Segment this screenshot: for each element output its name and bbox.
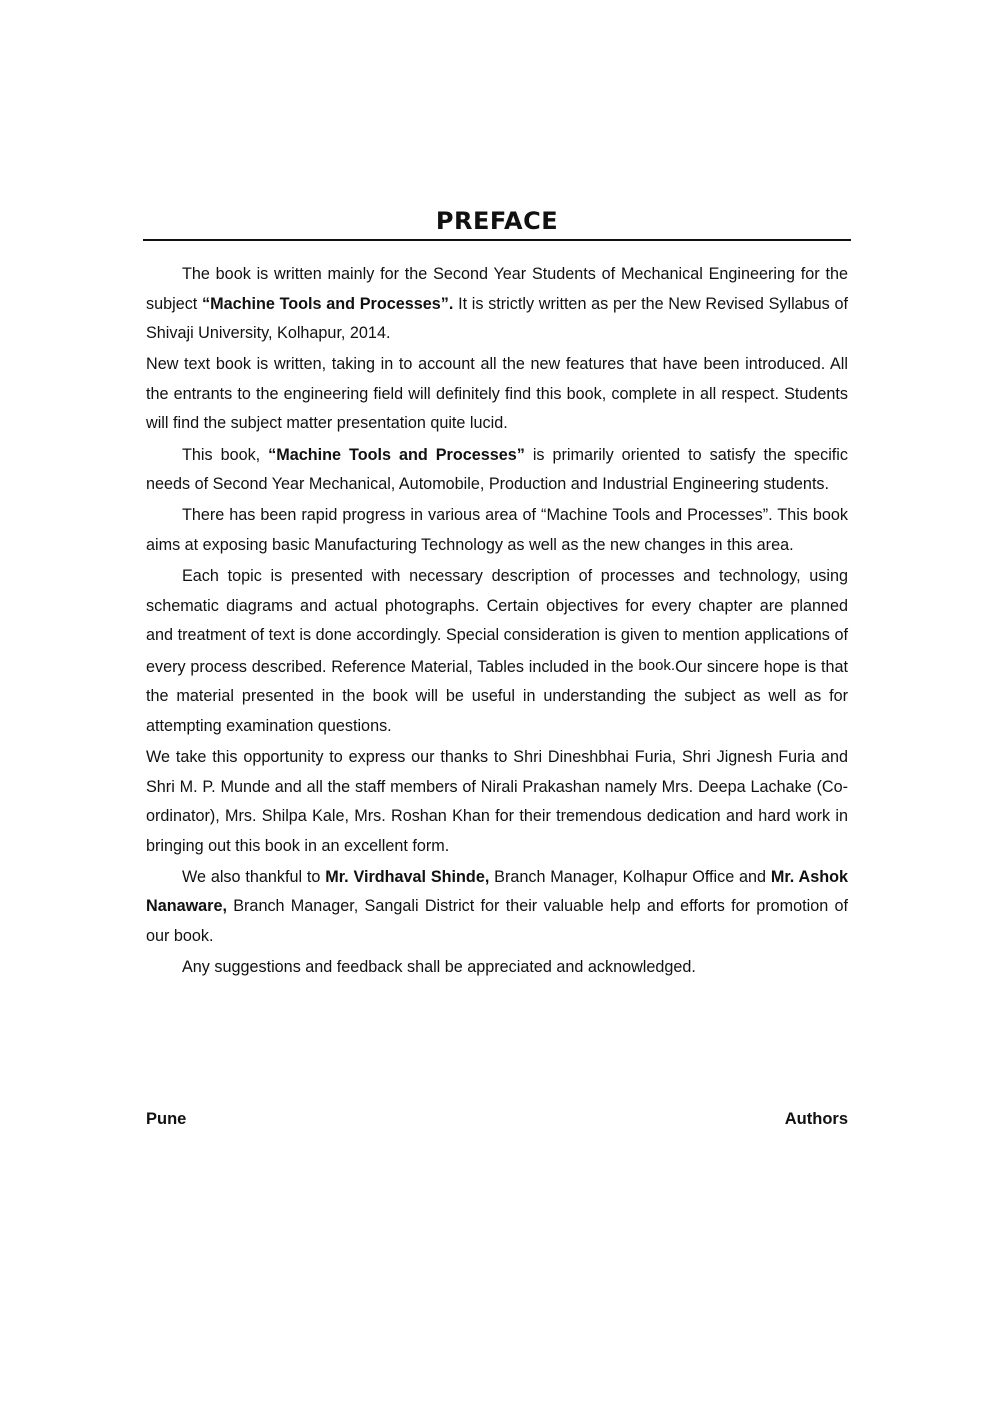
signature-authors: Authors	[784, 1110, 848, 1128]
paragraph-3-text-c: is primarily oriented to satisfy the specific needs of Second Year Mechanical, Automobile, Production and Industrial Engineering students.	[146, 445, 848, 494]
paragraph-8: Any suggestions and feedback shall be appreciated and acknowledged.	[182, 958, 696, 977]
paragraph-7-text-e: Branch Manager, Sangali District for their valuable help and efforts for promotion of our book.	[146, 897, 848, 946]
paragraph-5	[146, 562, 848, 742]
book-title-emphasis: “Machine Tools and Processes”.	[202, 294, 454, 313]
paragraph-7-text-c: Branch Manager, Kolhapur Office and	[489, 867, 771, 886]
preface-page	[146, 205, 848, 984]
paragraph-2: New text book is written, taking in to account all the new features that have been introduced. All the entrants to the engineering field will definitely find this book, complete in all respect. Students will find the subject matter presentation quite lucid.	[146, 355, 848, 433]
paragraph-3	[146, 441, 848, 500]
signature-place: Pune	[146, 1110, 187, 1128]
paragraph-3-text-a: This book,	[182, 445, 269, 464]
paragraph-7-text-a: We also thankful to	[182, 867, 326, 886]
paragraph-4: There has been rapid progress in various area of “Machine Tools and Processes”. This book aims at exposing basic Manufacturing Technology as well as the new changes in this area.	[146, 506, 848, 554]
paragraph-1-text-c: It is strictly written as per the New Revised Syllabus of Shivaji University, Kolhapur, 2014.	[146, 294, 848, 343]
person-name-shinde: Mr. Virdhaval Shinde,	[325, 867, 490, 886]
book-title-emphasis-2: “Machine Tools and Processes”	[268, 445, 525, 464]
paragraph-5-text-a: Each topic is presented with necessary description of processes and technology, using schematic diagrams and actual photographs. Certain objectives for every chapter are planned and treatment of text is done accordingly. Special consideration is given to mention applications of every process described. Reference Material, Tables included in the	[146, 566, 848, 676]
signature-line	[146, 1107, 848, 1131]
paragraph-1-text-a: The book is written mainly for the Second Year Students of Mechanical Engineering for the subject	[146, 265, 848, 313]
preface-body	[146, 260, 848, 983]
paragraph-1	[146, 260, 848, 349]
paragraph-6: We take this opportunity to express our thanks to Shri Dineshbhai Furia, Shri Jignesh Furia and Shri M. P. Munde and all the staff members of Nirali Prakashan namely Mrs. Deepa Lachake (Co-ordinator), Mrs. Shilpa Kale, Mrs. Roshan Khan for their tremendous dedication and hard work in bringing out this book in an excellent form.	[146, 748, 848, 855]
person-name-nanaware: Mr. Ashok Nanaware,	[146, 867, 848, 916]
title-underline	[143, 239, 851, 241]
page-title: PREFACE	[435, 207, 559, 235]
paragraph-7	[146, 863, 848, 952]
paragraph-5-text-c: Our sincere hope is that the material presented in the book will be useful in understanding the subject as well as for attempting examination questions.	[146, 657, 848, 735]
paragraph-5-book-word: book.	[638, 656, 676, 674]
